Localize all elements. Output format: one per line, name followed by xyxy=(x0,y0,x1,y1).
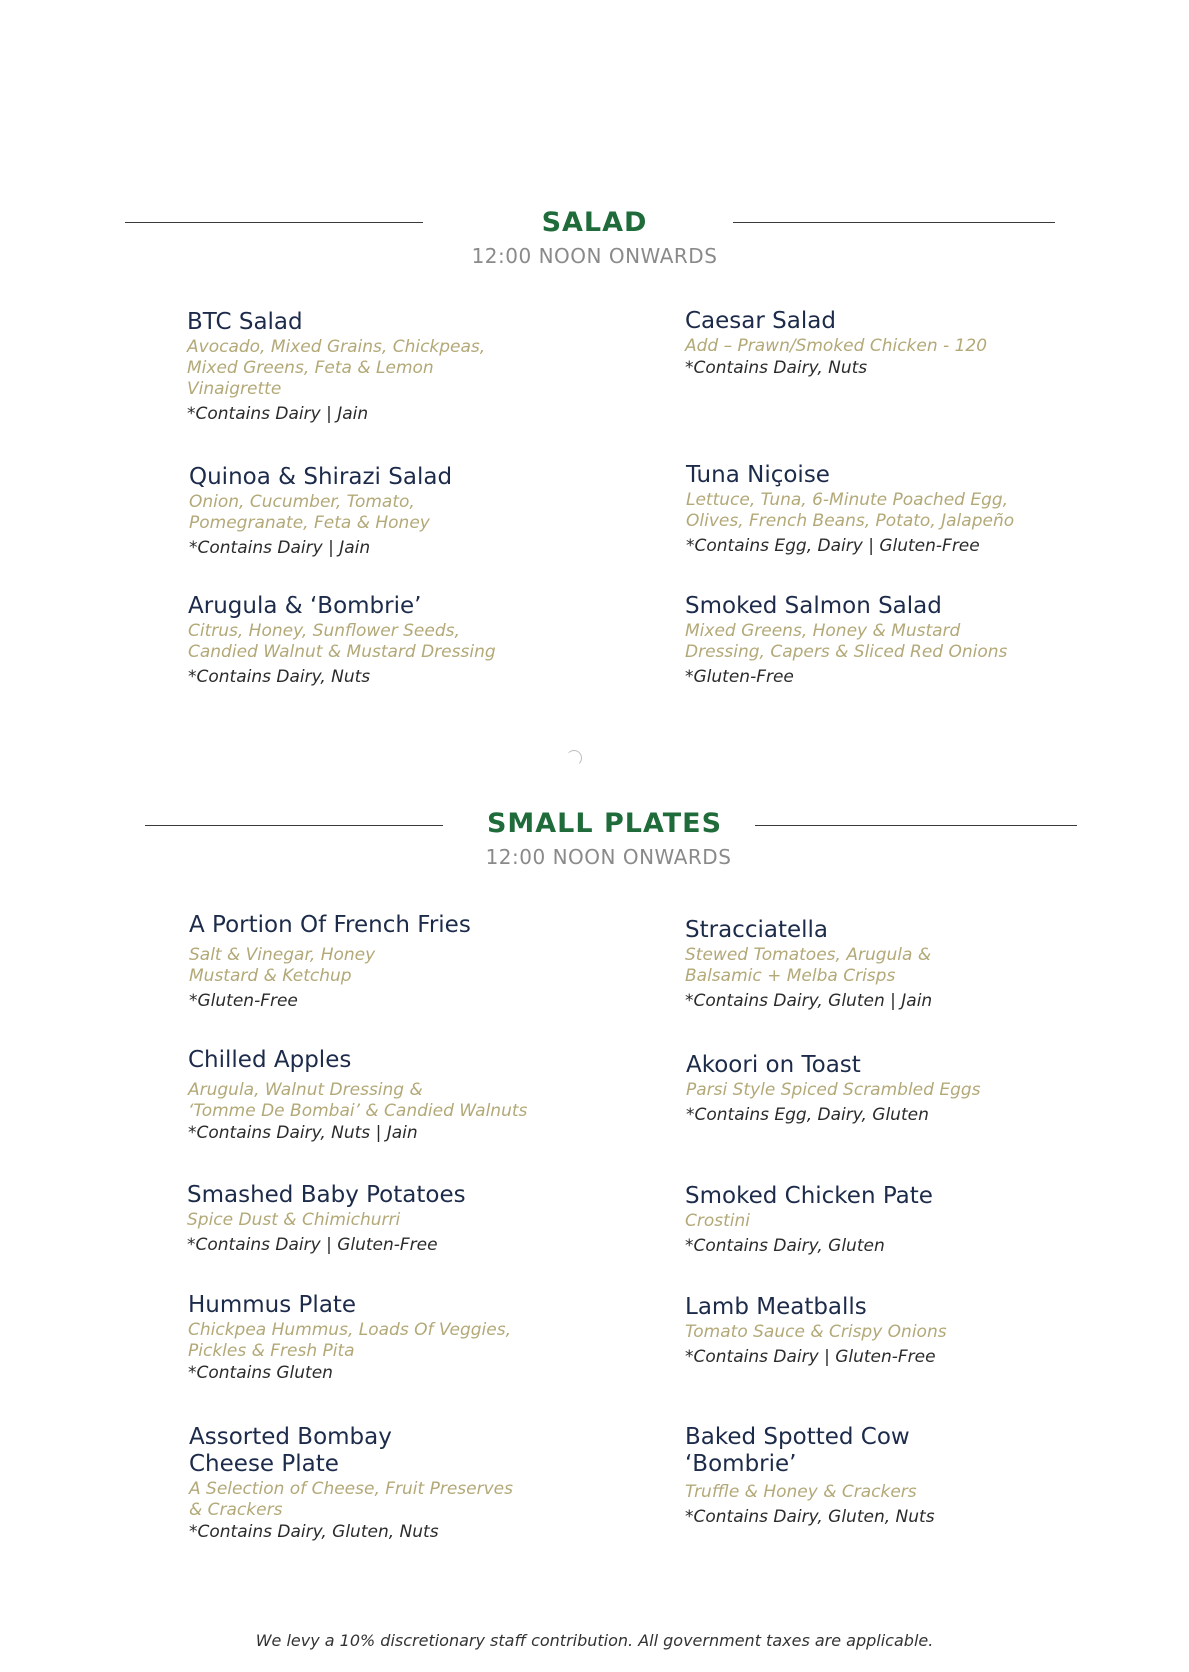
item-allergen-note: *Contains Egg, Dairy, Gluten xyxy=(686,1105,929,1125)
menu-item xyxy=(685,1294,1105,1368)
menu-item xyxy=(188,1292,608,1384)
menu-item xyxy=(188,1047,608,1144)
item-name: Stracciatella xyxy=(685,917,828,943)
item-allergen-note: *Contains Dairy, Nuts xyxy=(188,667,371,687)
item-description: Truffle & Honey & Crackers xyxy=(685,1482,917,1502)
item-allergen-note: *Contains Dairy, Gluten, Nuts xyxy=(685,1507,935,1527)
item-name: Hummus Plate xyxy=(188,1292,357,1318)
item-allergen-note: *Contains Dairy, Gluten, Nuts xyxy=(189,1522,439,1542)
item-name: Smoked Salmon Salad xyxy=(685,593,942,619)
item-allergen-note: *Contains Egg, Dairy | Gluten-Free xyxy=(686,536,980,556)
menu-item xyxy=(685,593,1125,688)
menu-item xyxy=(187,309,607,425)
item-name: Assorted Bombay Cheese Plate xyxy=(189,1424,392,1477)
menu-item xyxy=(189,1424,609,1543)
item-description: Add – Prawn/Smoked Chicken - 120 xyxy=(685,336,988,356)
item-name: Smashed Baby Potatoes xyxy=(187,1182,466,1208)
item-description: Arugula, Walnut Dressing & ‘Tomme De Bombai’ & Candied Walnuts xyxy=(188,1080,528,1121)
item-description: Chickpea Hummus, Loads Of Veggies, Pickles & Fresh Pita xyxy=(188,1320,511,1361)
item-description: Onion, Cucumber, Tomato, Pomegranate, Feta & Honey xyxy=(189,492,430,533)
item-description: Tomato Sauce & Crispy Onions xyxy=(685,1322,947,1342)
item-description: A Selection of Cheese, Fruit Preserves & Crackers xyxy=(189,1479,513,1520)
menu-item xyxy=(188,593,608,688)
item-allergen-note: *Contains Dairy, Gluten | Jain xyxy=(685,991,933,1011)
item-description: Avocado, Mixed Grains, Chickpeas, Mixed Greens, Feta & Lemon Vinaigrette xyxy=(187,337,486,399)
small-plates-section-subtitle: 12:00 NOON ONWARDS xyxy=(485,845,732,869)
item-allergen-note: *Gluten-Free xyxy=(685,667,794,687)
item-description: Mixed Greens, Honey & Mustard Dressing, Capers & Sliced Red Onions xyxy=(685,621,1008,662)
menu-item xyxy=(685,1424,1105,1528)
item-description: Stewed Tomatoes, Arugula & Balsamic + Melba Crisps xyxy=(685,945,932,986)
item-description: Spice Dust & Chimichurri xyxy=(187,1210,401,1230)
item-description: Crostini xyxy=(685,1211,751,1231)
item-description: Lettuce, Tuna, 6-Minute Poached Egg, Olives, French Beans, Potato, Jalapeño xyxy=(686,490,1015,531)
item-allergen-note: *Contains Dairy | Gluten-Free xyxy=(187,1235,438,1255)
item-name: Akoori on Toast xyxy=(686,1052,861,1078)
menu-item xyxy=(685,308,1105,379)
item-name: Chilled Apples xyxy=(188,1047,352,1073)
item-allergen-note: *Contains Dairy, Nuts xyxy=(685,358,868,378)
item-name: Quinoa & Shirazi Salad xyxy=(189,464,453,490)
menu-item xyxy=(686,1052,1106,1126)
menu-item xyxy=(189,464,609,559)
item-allergen-note: *Contains Gluten xyxy=(188,1363,333,1383)
menu-item xyxy=(187,1182,607,1256)
item-allergen-note: *Contains Dairy | Gluten-Free xyxy=(685,1347,936,1367)
menu-item xyxy=(686,462,1126,557)
salad-section-title: SALAD xyxy=(541,207,648,238)
item-name: Smoked Chicken Pate xyxy=(685,1183,933,1209)
item-name: Lamb Meatballs xyxy=(685,1294,867,1320)
salad-section-subtitle: 12:00 NOON ONWARDS xyxy=(471,244,718,268)
item-name: Tuna Niçoise xyxy=(686,462,830,488)
loading-spinner-icon xyxy=(566,750,582,766)
item-allergen-note: *Contains Dairy, Gluten xyxy=(685,1236,885,1256)
item-allergen-note: *Gluten-Free xyxy=(189,991,298,1011)
item-name: Arugula & ‘Bombrie’ xyxy=(188,593,422,619)
item-allergen-note: *Contains Dairy, Nuts | Jain xyxy=(188,1123,418,1143)
item-name: A Portion Of French Fries xyxy=(189,912,471,938)
menu-item xyxy=(685,1183,1105,1257)
item-name: BTC Salad xyxy=(187,309,303,335)
item-description: Parsi Style Spiced Scrambled Eggs xyxy=(686,1080,981,1100)
small-plates-section-title: SMALL PLATES xyxy=(486,808,723,839)
menu-item xyxy=(685,917,1105,1012)
footer-note: We levy a 10% discretionary staff contribution. All government taxes are applicable. xyxy=(255,1631,934,1650)
item-name: Baked Spotted Cow ‘Bombrie’ xyxy=(685,1424,910,1477)
item-description: Salt & Vinegar, Honey Mustard & Ketchup xyxy=(189,945,376,986)
item-allergen-note: *Contains Dairy | Jain xyxy=(187,404,369,424)
item-allergen-note: *Contains Dairy | Jain xyxy=(189,538,371,558)
item-name: Caesar Salad xyxy=(685,308,836,334)
menu-item xyxy=(189,912,609,1012)
item-description: Citrus, Honey, Sunflower Seeds, Candied Walnut & Mustard Dressing xyxy=(188,621,496,662)
